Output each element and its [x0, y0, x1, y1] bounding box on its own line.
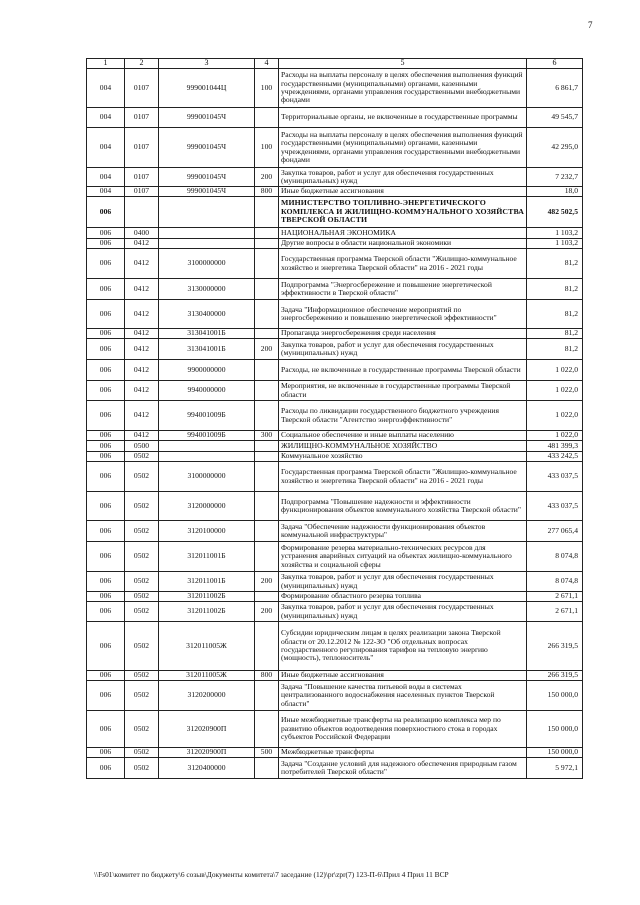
cell-section-code: 0502	[125, 748, 159, 758]
footer-file-path: \\Fs01\комитет по бюджету\6 созыв\Документы комитета\7 заседание (12)\pr\zpr(7) 123-П-6\Прил 4 Прил 11 ВСР	[94, 870, 449, 879]
cell-ministry-code: 006	[87, 329, 125, 339]
cell-ministry-code: 006	[87, 197, 125, 228]
cell-section-code: 0412	[125, 381, 159, 401]
cell-description: Субсидии юридическим лицам в целях реализации закона Тверской области от 20.12.2012 № 122-ЗО "Об отдельных вопросах государственного регулирования тарифов на тепловую энергию (мощность), теплоноситель"	[279, 622, 527, 671]
cell-expense-type: 300	[255, 431, 279, 441]
cell-target-article: 994001009Б	[159, 401, 255, 431]
cell-target-article: 3130400000	[159, 300, 255, 329]
cell-target-article: 312011005Ж	[159, 671, 255, 681]
cell-section-code: 0500	[125, 441, 159, 452]
cell-expense-type	[255, 300, 279, 329]
cell-description: Задача "Повышение качества питьевой воды в системах централизованного водоснабжения населенных пунктов Тверской области"	[279, 681, 527, 711]
cell-expense-type	[255, 401, 279, 431]
cell-expense-type	[255, 197, 279, 228]
cell-amount: 482 502,5	[527, 197, 583, 228]
cell-ministry-code: 006	[87, 602, 125, 622]
cell-expense-type	[255, 279, 279, 300]
cell-amount: 81,2	[527, 329, 583, 339]
cell-amount: 150 000,0	[527, 711, 583, 748]
header-col-4: 4	[255, 59, 279, 69]
cell-amount: 266 319,5	[527, 671, 583, 681]
table-row	[87, 329, 583, 339]
cell-ministry-code: 006	[87, 758, 125, 779]
cell-ministry-code: 006	[87, 521, 125, 542]
cell-ministry-code: 004	[87, 168, 125, 187]
cell-expense-type	[255, 360, 279, 381]
table-row	[87, 249, 583, 279]
cell-ministry-code: 006	[87, 681, 125, 711]
cell-description: Подпрограмма "Повышение надежности и эффективности функционирования объектов коммунального хозяйства Тверской области"	[279, 492, 527, 521]
cell-description: Расходы по ликвидации государственного бюджетного учреждения Тверской области "Агентство энергоэффективности"	[279, 401, 527, 431]
cell-description: Задача "Информационное обеспечение мероприятий по энергосбережению и повышению энергетической эффективности"	[279, 300, 527, 329]
cell-ministry-code: 006	[87, 711, 125, 748]
cell-expense-type: 200	[255, 339, 279, 360]
cell-amount: 481 399,3	[527, 441, 583, 452]
cell-amount: 433 037,5	[527, 492, 583, 521]
table-row	[87, 108, 583, 128]
cell-section-code: 0107	[125, 128, 159, 168]
cell-section-code: 0502	[125, 602, 159, 622]
table-row	[87, 69, 583, 108]
cell-target-article: 312011001Б	[159, 542, 255, 572]
cell-amount: 8 074,8	[527, 542, 583, 572]
cell-ministry-code: 006	[87, 249, 125, 279]
cell-ministry-code: 006	[87, 239, 125, 249]
cell-target-article: 3100000000	[159, 249, 255, 279]
table-header-row	[87, 59, 583, 69]
cell-ministry-code: 006	[87, 339, 125, 360]
cell-amount: 2 671,1	[527, 592, 583, 602]
cell-target-article	[159, 441, 255, 452]
cell-description: Закупка товаров, работ и услуг для обеспечения государственных (муниципальных) нужд	[279, 339, 527, 360]
table-row	[87, 401, 583, 431]
cell-amount: 81,2	[527, 300, 583, 329]
cell-ministry-code: 006	[87, 228, 125, 239]
cell-target-article: 312020900П	[159, 711, 255, 748]
cell-ministry-code: 006	[87, 381, 125, 401]
cell-section-code: 0502	[125, 492, 159, 521]
cell-amount: 81,2	[527, 279, 583, 300]
cell-section-code: 0502	[125, 572, 159, 592]
cell-expense-type	[255, 441, 279, 452]
cell-ministry-code: 006	[87, 542, 125, 572]
cell-ministry-code: 006	[87, 300, 125, 329]
table-row	[87, 431, 583, 441]
cell-section-code: 0412	[125, 329, 159, 339]
cell-description: Межбюджетные трансферты	[279, 748, 527, 758]
cell-description: Государственная программа Тверской области "Жилищно-коммунальное хозяйство и энергетика Тверской области" на 2016 - 2021 годы	[279, 462, 527, 492]
cell-ministry-code: 006	[87, 462, 125, 492]
table-row	[87, 128, 583, 168]
cell-description: Формирование областного резерва топлива	[279, 592, 527, 602]
header-col-1: 1	[87, 59, 125, 69]
cell-target-article	[159, 197, 255, 228]
cell-target-article: 9900000000	[159, 360, 255, 381]
cell-ministry-code: 006	[87, 401, 125, 431]
cell-ministry-code: 006	[87, 279, 125, 300]
cell-target-article: 999001045Ч	[159, 187, 255, 197]
table-row	[87, 187, 583, 197]
table-row	[87, 339, 583, 360]
table-row	[87, 239, 583, 249]
table-row	[87, 758, 583, 779]
cell-target-article: 994001009Б	[159, 431, 255, 441]
cell-ministry-code: 004	[87, 128, 125, 168]
cell-description: НАЦИОНАЛЬНАЯ ЭКОНОМИКА	[279, 228, 527, 239]
cell-target-article: 3100000000	[159, 462, 255, 492]
cell-section-code: 0412	[125, 279, 159, 300]
cell-ministry-code: 006	[87, 441, 125, 452]
cell-target-article: 999001045Ч	[159, 168, 255, 187]
table-row	[87, 381, 583, 401]
cell-expense-type	[255, 758, 279, 779]
cell-section-code: 0412	[125, 360, 159, 381]
cell-ministry-code: 006	[87, 622, 125, 671]
cell-ministry-code: 006	[87, 592, 125, 602]
cell-description: Иные бюджетные ассигнования	[279, 671, 527, 681]
header-col-2: 2	[125, 59, 159, 69]
table-row	[87, 622, 583, 671]
cell-target-article: 999001044Ц	[159, 69, 255, 108]
table-row	[87, 441, 583, 452]
cell-amount: 2 671,1	[527, 602, 583, 622]
cell-amount: 150 000,0	[527, 748, 583, 758]
cell-ministry-code: 006	[87, 671, 125, 681]
cell-target-article: 3120100000	[159, 521, 255, 542]
cell-description: Государственная программа Тверской области "Жилищно-коммунальное хозяйство и энергетика Тверской области" на 2016 - 2021 годы	[279, 249, 527, 279]
cell-section-code: 0502	[125, 521, 159, 542]
cell-expense-type	[255, 521, 279, 542]
table-row	[87, 592, 583, 602]
cell-section-code: 0107	[125, 187, 159, 197]
cell-section-code: 0412	[125, 339, 159, 360]
cell-amount: 7 232,7	[527, 168, 583, 187]
table-row	[87, 671, 583, 681]
cell-ministry-code: 004	[87, 187, 125, 197]
cell-description: Пропаганда энергосбережения среди населения	[279, 329, 527, 339]
cell-target-article	[159, 228, 255, 239]
cell-expense-type	[255, 228, 279, 239]
cell-amount: 266 319,5	[527, 622, 583, 671]
cell-target-article: 999001045Ч	[159, 108, 255, 128]
cell-expense-type	[255, 381, 279, 401]
cell-target-article: 312011002Б	[159, 602, 255, 622]
cell-amount: 42 295,0	[527, 128, 583, 168]
cell-expense-type	[255, 542, 279, 572]
cell-description: Иные межбюджетные трансферты на реализацию комплекса мер по развитию объектов водоотведения поверхностного стока в городах субъектов Российской Федерации	[279, 711, 527, 748]
budget-table	[86, 58, 583, 779]
cell-expense-type	[255, 462, 279, 492]
cell-description: Иные бюджетные ассигнования	[279, 187, 527, 197]
cell-section-code: 0502	[125, 681, 159, 711]
cell-section-code: 0412	[125, 401, 159, 431]
cell-section-code: 0107	[125, 108, 159, 128]
cell-ministry-code: 006	[87, 748, 125, 758]
cell-target-article: 9940000000	[159, 381, 255, 401]
cell-description: Формирование резерва материально-технических ресурсов для устранения аварийных ситуаций на объектах жилищно-коммунального хозяйства и социальной сферы	[279, 542, 527, 572]
cell-amount: 277 065,4	[527, 521, 583, 542]
cell-amount: 1 103,2	[527, 239, 583, 249]
cell-expense-type	[255, 681, 279, 711]
cell-ministry-code: 006	[87, 452, 125, 462]
cell-description: Закупка товаров, работ и услуг для обеспечения государственных (муниципальных) нужд	[279, 572, 527, 592]
cell-ministry-code: 006	[87, 492, 125, 521]
table-row	[87, 279, 583, 300]
cell-amount: 81,2	[527, 249, 583, 279]
cell-target-article: 3120400000	[159, 758, 255, 779]
cell-amount: 433 037,5	[527, 462, 583, 492]
cell-target-article: 3120000000	[159, 492, 255, 521]
cell-target-article: 3120200000	[159, 681, 255, 711]
cell-description: Другие вопросы в области национальной экономики	[279, 239, 527, 249]
table-row	[87, 572, 583, 592]
cell-ministry-code: 006	[87, 572, 125, 592]
cell-section-code: 0502	[125, 711, 159, 748]
cell-amount: 1 022,0	[527, 381, 583, 401]
cell-description: Закупка товаров, работ и услуг для обеспечения государственных (муниципальных) нужд	[279, 602, 527, 622]
cell-target-article: 312020900П	[159, 748, 255, 758]
header-col-6: 6	[527, 59, 583, 69]
table-row	[87, 197, 583, 228]
cell-section-code	[125, 197, 159, 228]
cell-description: Коммунальное хозяйство	[279, 452, 527, 462]
header-col-3: 3	[159, 59, 255, 69]
cell-description: Задача "Обеспечение надежности функционирования объектов коммунальной инфраструктуры"	[279, 521, 527, 542]
cell-target-article	[159, 452, 255, 462]
cell-expense-type: 200	[255, 168, 279, 187]
cell-amount: 1 022,0	[527, 431, 583, 441]
table-row	[87, 521, 583, 542]
table-row	[87, 681, 583, 711]
cell-expense-type	[255, 249, 279, 279]
cell-description: Расходы на выплаты персоналу в целях обеспечения выполнения функций государственными (муниципальными) органами, казенными учреждениями, органами управления государственными внебюджетными фондами	[279, 69, 527, 108]
cell-section-code: 0107	[125, 69, 159, 108]
cell-expense-type	[255, 622, 279, 671]
cell-section-code: 0107	[125, 168, 159, 187]
cell-target-article: 312011005Ж	[159, 622, 255, 671]
table-row	[87, 602, 583, 622]
cell-expense-type	[255, 592, 279, 602]
cell-ministry-code: 006	[87, 431, 125, 441]
table-row	[87, 462, 583, 492]
cell-amount: 18,0	[527, 187, 583, 197]
cell-description: МИНИСТЕРСТВО ТОПЛИВНО-ЭНЕРГЕТИЧЕСКОГО КОМПЛЕКСА И ЖИЛИЩНО-КОММУНАЛЬНОГО ХОЗЯЙСТВА ТВЕРСКОЙ ОБЛАСТИ	[279, 197, 527, 228]
cell-expense-type	[255, 108, 279, 128]
table-row	[87, 168, 583, 187]
cell-description: Территориальные органы, не включенные в государственные программы	[279, 108, 527, 128]
cell-target-article: 312011002Б	[159, 592, 255, 602]
cell-section-code: 0502	[125, 462, 159, 492]
cell-expense-type: 800	[255, 187, 279, 197]
table-row	[87, 711, 583, 748]
cell-target-article: 312011001Б	[159, 572, 255, 592]
cell-expense-type: 100	[255, 69, 279, 108]
cell-amount: 433 242,5	[527, 452, 583, 462]
cell-description: Расходы на выплаты персоналу в целях обеспечения выполнения функций государственными (муниципальными) органами, казенными учреждениями, органами управления государственными внебюджетными фондами	[279, 128, 527, 168]
cell-amount: 1 103,2	[527, 228, 583, 239]
cell-expense-type: 500	[255, 748, 279, 758]
cell-section-code: 0412	[125, 249, 159, 279]
cell-section-code: 0502	[125, 542, 159, 572]
cell-amount: 49 545,7	[527, 108, 583, 128]
table-row	[87, 748, 583, 758]
table-row	[87, 228, 583, 239]
table-row	[87, 452, 583, 462]
cell-amount: 1 022,0	[527, 360, 583, 381]
cell-amount: 150 000,0	[527, 681, 583, 711]
cell-ministry-code: 004	[87, 69, 125, 108]
cell-section-code: 0412	[125, 300, 159, 329]
cell-expense-type	[255, 711, 279, 748]
cell-amount: 81,2	[527, 339, 583, 360]
cell-expense-type	[255, 329, 279, 339]
page-number: 7	[588, 20, 593, 30]
cell-target-article: 313041001Б	[159, 329, 255, 339]
cell-description: ЖИЛИЩНО-КОММУНАЛЬНОЕ ХОЗЯЙСТВО	[279, 441, 527, 452]
cell-expense-type: 100	[255, 128, 279, 168]
cell-expense-type	[255, 492, 279, 521]
table-row	[87, 542, 583, 572]
cell-expense-type: 800	[255, 671, 279, 681]
cell-expense-type	[255, 239, 279, 249]
cell-description: Задача "Создание условий для надежного обеспечения природным газом потребителей Тверской области"	[279, 758, 527, 779]
cell-amount: 8 074,8	[527, 572, 583, 592]
cell-description: Социальное обеспечение и иные выплаты населению	[279, 431, 527, 441]
cell-ministry-code: 004	[87, 108, 125, 128]
cell-section-code: 0502	[125, 671, 159, 681]
cell-expense-type	[255, 452, 279, 462]
cell-amount: 5 972,1	[527, 758, 583, 779]
cell-target-article: 3130000000	[159, 279, 255, 300]
cell-section-code: 0412	[125, 431, 159, 441]
cell-description: Мероприятия, не включенные в государственные программы Тверской области	[279, 381, 527, 401]
cell-target-article: 313041001Б	[159, 339, 255, 360]
cell-expense-type: 200	[255, 602, 279, 622]
table-row	[87, 492, 583, 521]
cell-amount: 6 861,7	[527, 69, 583, 108]
cell-section-code: 0502	[125, 622, 159, 671]
cell-section-code: 0400	[125, 228, 159, 239]
header-col-5: 5	[279, 59, 527, 69]
cell-expense-type: 200	[255, 572, 279, 592]
cell-amount: 1 022,0	[527, 401, 583, 431]
cell-description: Подпрограмма "Энергосбережение и повышение энергетической эффективности в Тверской области"	[279, 279, 527, 300]
cell-ministry-code: 006	[87, 360, 125, 381]
table-row	[87, 360, 583, 381]
cell-section-code: 0502	[125, 592, 159, 602]
cell-section-code: 0502	[125, 452, 159, 462]
cell-target-article: 999001045Ч	[159, 128, 255, 168]
cell-description: Закупка товаров, работ и услуг для обеспечения государственных (муниципальных) нужд	[279, 168, 527, 187]
cell-description: Расходы, не включенные в государственные программы Тверской области	[279, 360, 527, 381]
cell-section-code: 0412	[125, 239, 159, 249]
table-row	[87, 300, 583, 329]
cell-target-article	[159, 239, 255, 249]
cell-section-code: 0502	[125, 758, 159, 779]
